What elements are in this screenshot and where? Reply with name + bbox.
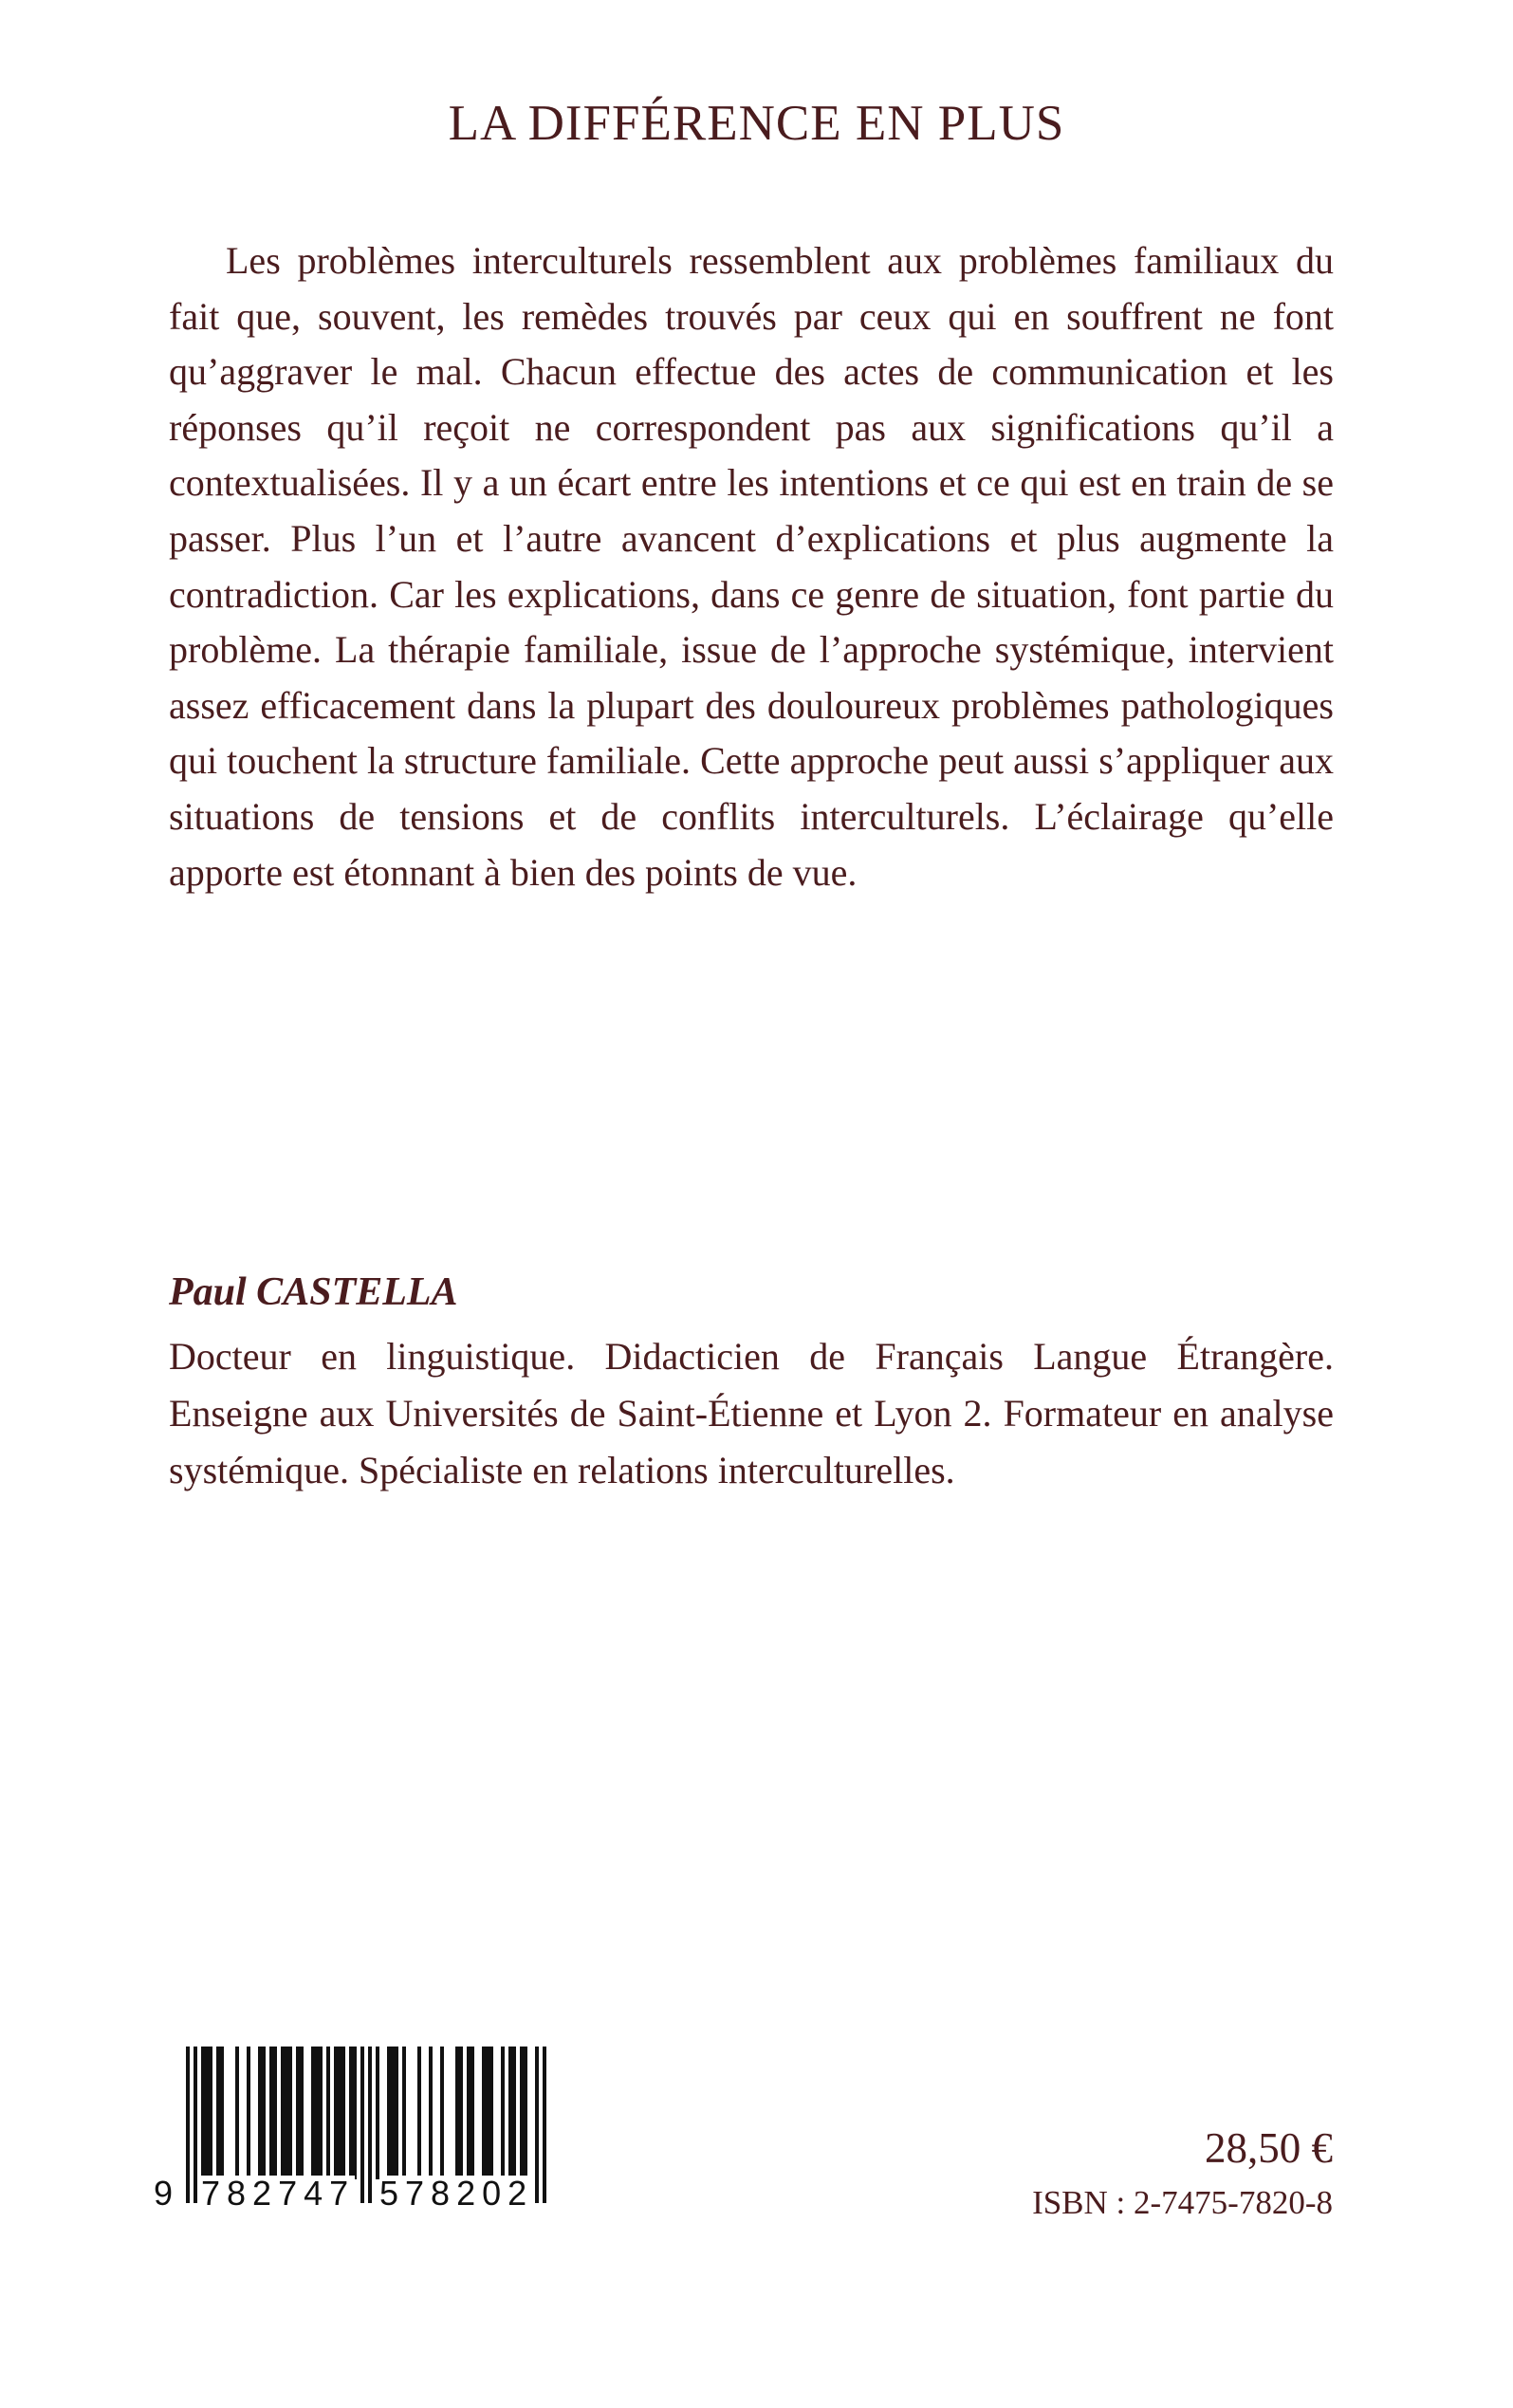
barcode-digits-left: 782747 <box>201 2174 356 2213</box>
barcode-digits-right: 578202 <box>379 2174 534 2213</box>
barcode-digit-first: 9 <box>154 2174 174 2213</box>
book-title: LA DIFFÉRENCE EN PLUS <box>448 96 1065 151</box>
price: 28,50 € <box>1205 2124 1333 2172</box>
synopsis-paragraph: Les problèmes interculturels ressemblent aux problèmes familiaux du fait que, souvent, les remèdes trouvés par ceux qui en souffrent ne font qu’aggraver le mal. Chacun effectue des actes de communication et les réponses qu’il reçoit ne correspondent pas aux significations qu’il a contextualisées. Il y a un écart entre les intentions et ce qui est en train de se passer. Plus l’un et l’autre avancent d’explications et plus augmente la contradiction. Car les explications, dans ce genre de situation, font partie du problème. La thérapie familiale, issue de l’approche systémique, intervient assez efficacement dans la plupart des douloureux problèmes pathologiques qui touchent la structure familiale. Cette approche peut aussi s’appliquer aux situations de tensions et de conflits interculturels. L’éclairage qu’elle apporte est étonnant à bien des points de vue. <box>169 239 1334 894</box>
author-name: Paul CASTELLA <box>169 1270 458 1314</box>
barcode <box>154 2047 546 2213</box>
isbn: ISBN : 2-7475-7820-8 <box>1032 2184 1333 2221</box>
author-bio: Docteur en linguistique. Didacticien de Français Langue Étrangère. Enseigne aux Universités de Saint-Étienne et Lyon 2. Formateur en analyse systémique. Spécialiste en relations interculturelles. <box>169 1335 1334 1491</box>
author-block <box>169 1269 1334 1499</box>
barcode-digits <box>154 2174 546 2213</box>
